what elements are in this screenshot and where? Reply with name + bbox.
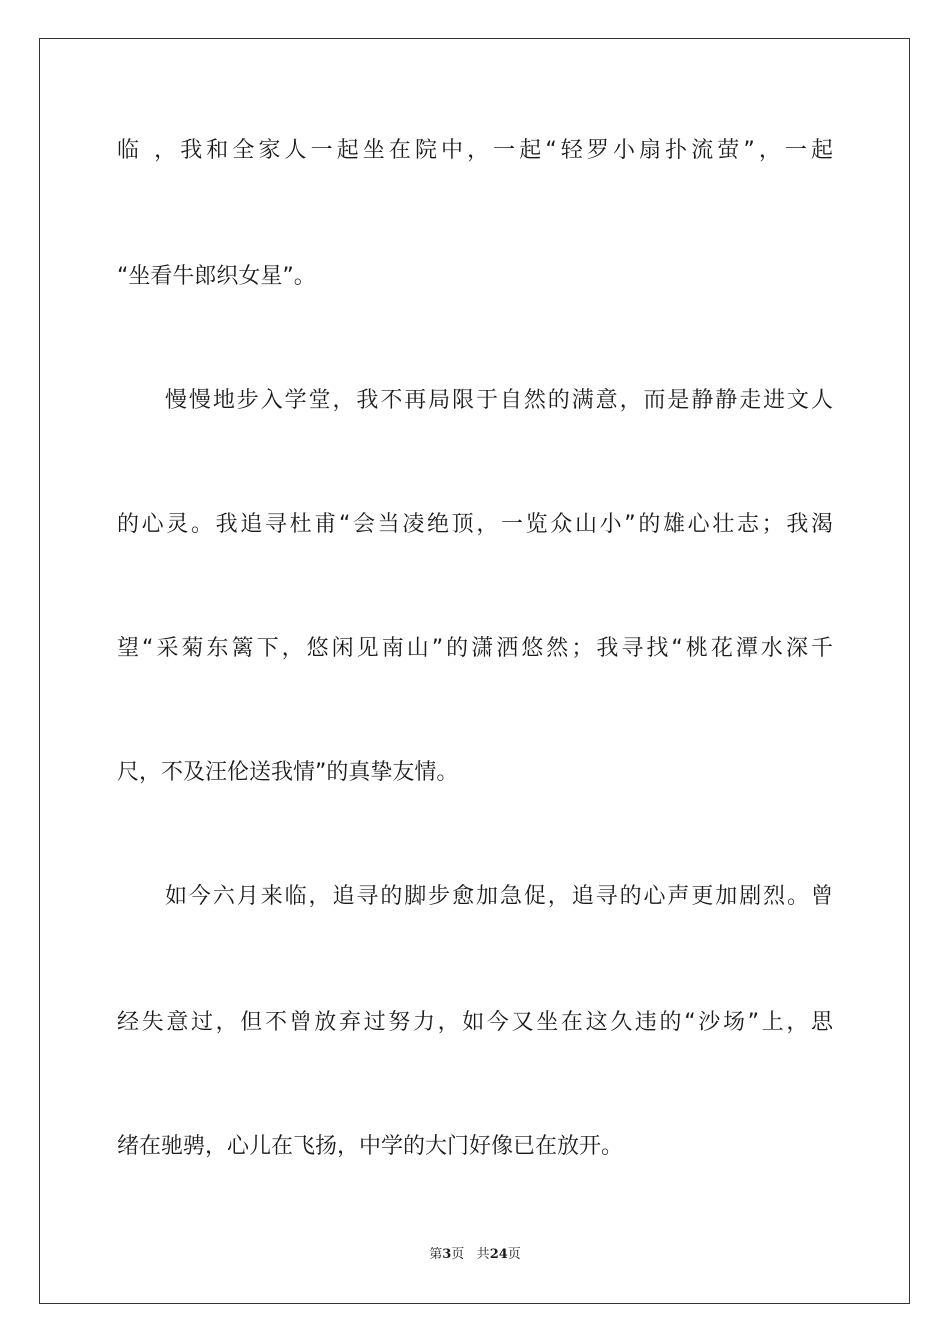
text-line-3: 慢慢地步入学堂，我不再局限于自然的满意，而是静静走进文人	[165, 388, 833, 413]
text-line-7: 如今六月来临，追寻的脚步愈加急促，追寻的心声更加剧烈。曾	[165, 884, 833, 909]
footer-total-suffix: 页	[507, 1247, 521, 1262]
text-line-8: 经失意过，但不曾放弃过努力，如今又坐在这久违的“沙场”上，思	[117, 1010, 833, 1035]
text-line-2: “坐看牛郎织女星”。	[117, 264, 316, 289]
footer-page-number: 3	[442, 1247, 452, 1262]
text-line-5: 望“采菊东篱下，悠闲见南山”的潇洒悠然；我寻找“桃花潭水深千	[117, 636, 833, 661]
text-line-6: 尺，不及汪伦送我情”的真挚友情。	[117, 760, 459, 785]
page-border	[39, 38, 910, 1304]
footer-total-pages: 24	[489, 1247, 508, 1262]
footer-total-prefix: 共	[476, 1247, 490, 1262]
footer-page-prefix: 第	[429, 1247, 443, 1262]
page-footer	[0, 1246, 950, 1264]
footer-page-suffix: 页	[451, 1247, 465, 1262]
text-line-4: 的心灵。我追寻杜甫“会当凌绝顶，一览众山小”的雄心壮志；我渴	[117, 512, 833, 537]
text-line-9: 绪在驰骋，心儿在飞扬，中学的大门好像已在放开。	[117, 1134, 624, 1159]
text-line-1: 临 ，我和全家人一起坐在院中，一起“轻罗小扇扑流萤”，一起	[117, 138, 833, 163]
